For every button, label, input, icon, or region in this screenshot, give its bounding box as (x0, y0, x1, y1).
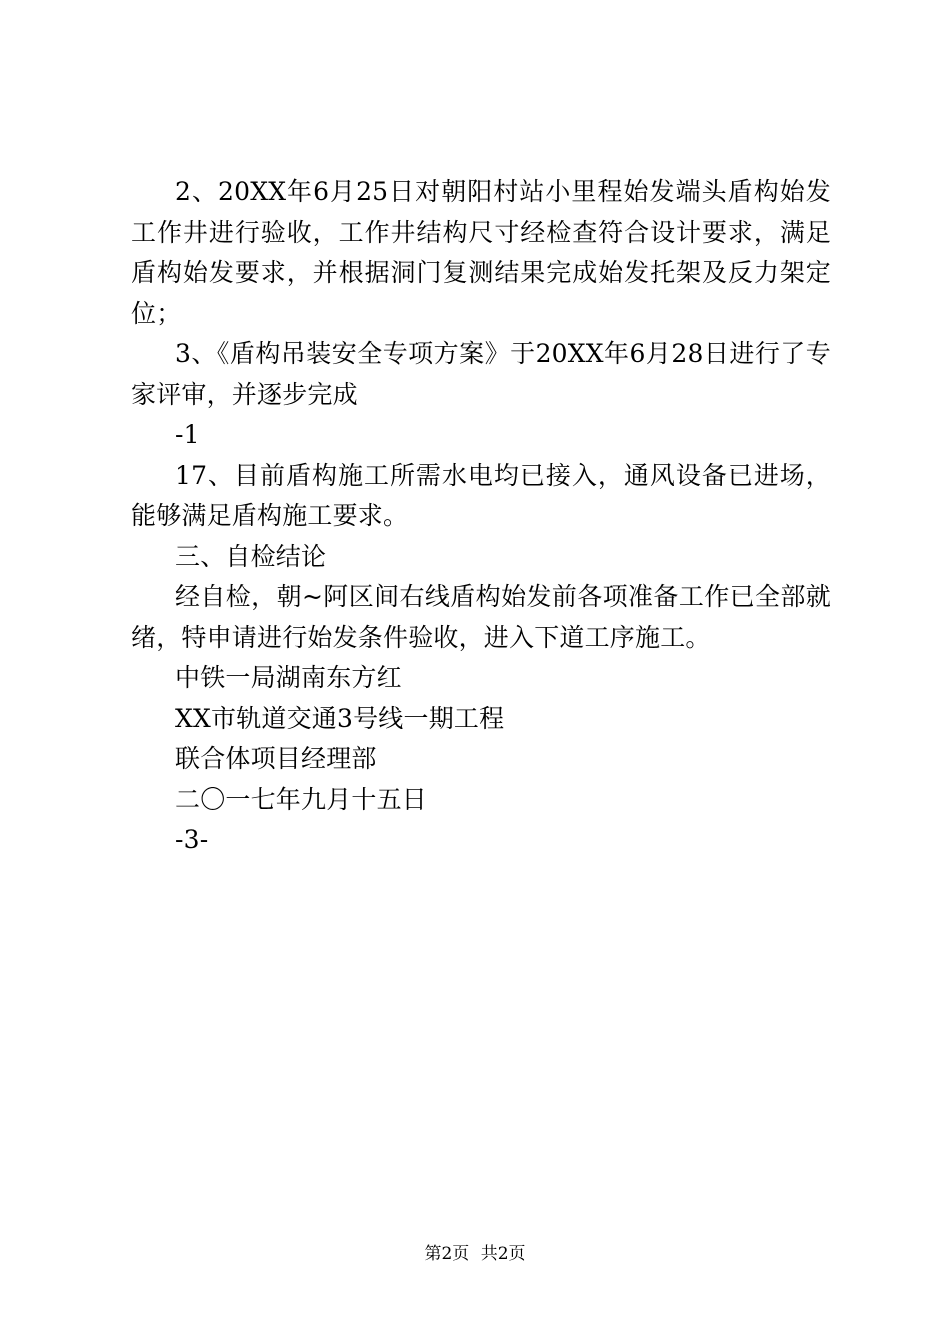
page-marker-3: -3- (175, 825, 209, 854)
signature-department: 联合体项目经理部 (175, 744, 377, 773)
paragraph-utilities: 17、目前盾构施工所需水电均已接入，通风设备已进场，能够满足盾构施工要求。 (131, 460, 831, 530)
signature-date: 二〇一七年九月十五日 (175, 784, 428, 814)
paragraph-conclusion: 经自检，朝~阿区间右线盾构始发前各项准备工作已全部就绪，特申请进行始发条件验收，进入下道工序施工。 (131, 582, 831, 652)
paragraph-lifting-plan: 3、《盾构吊装安全专项方案》于20XX年6月28日进行了专家评审，并逐步完成 (131, 339, 831, 409)
page-footer (0, 1244, 950, 1264)
paragraph-inspection-shaft: 2、20XX年6月25日对朝阳村站小里程始发端头盾构始发工作井进行验收，工作井结构尺寸经检查符合设计要求，满足盾构始发要求，并根据洞门复测结果完成始发托架及反力架定位； (131, 177, 831, 328)
signature-project: XX市轨道交通3号线一期工程 (175, 703, 505, 733)
document-body (131, 172, 831, 861)
section-heading-conclusion: 三、自检结论 (175, 541, 327, 571)
signature-company: 中铁一局湖南东方红 (175, 663, 402, 692)
footer-page-number: 第2页 (424, 1244, 470, 1264)
page-marker-1: -1 (175, 420, 200, 449)
footer-total-pages: 共2页 (480, 1244, 526, 1264)
